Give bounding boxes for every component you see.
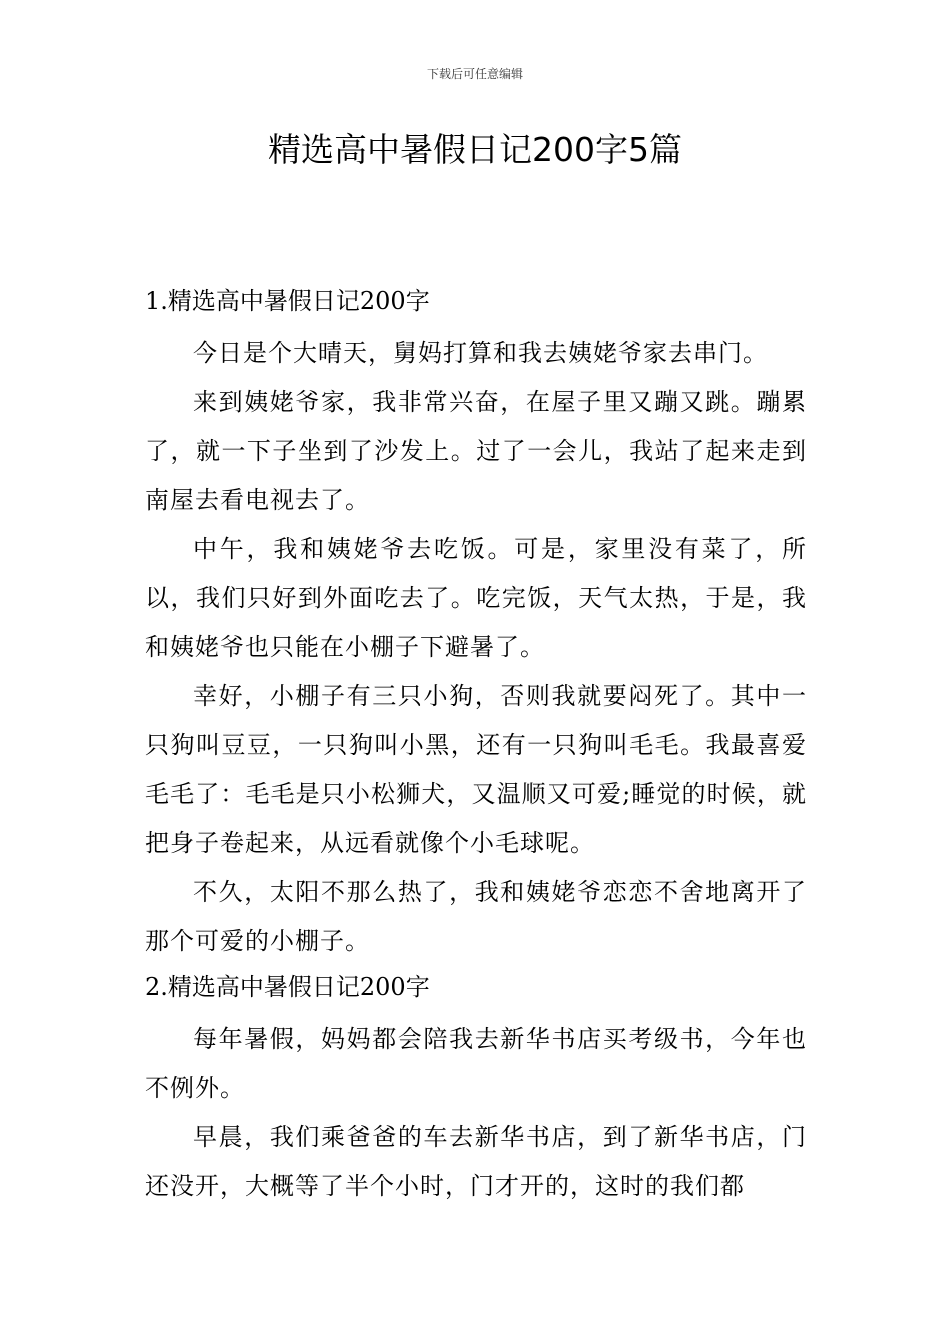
header-note: 下载后可任意编辑 bbox=[426, 67, 523, 81]
paragraph: 今日是个大晴天，舅妈打算和我去姨姥爷家去串门。 bbox=[193, 339, 768, 367]
section-heading: 1.精选高中暑假日记200字 bbox=[145, 287, 430, 315]
document-body bbox=[145, 280, 807, 1211]
document-title: 精选高中暑假日记200字5篇 bbox=[268, 130, 682, 169]
paragraph: 幸好，小棚子有三只小狗，否则我就要闷死了。其中一只狗叫豆豆，一只狗叫小黑，还有一只狗叫毛毛。我最喜爱毛毛了：毛毛是只小松狮犬，又温顺又可爱;睡觉的时候，就把身子卷起来，从远看就像个小毛球呢。 bbox=[145, 682, 807, 857]
section-1 bbox=[145, 280, 807, 966]
paragraph: 不久，太阳不那么热了，我和姨姥爷恋恋不舍地离开了那个可爱的小棚子。 bbox=[145, 878, 807, 955]
section-2 bbox=[145, 966, 807, 1211]
paragraph: 每年暑假，妈妈都会陪我去新华书店买考级书，今年也不例外。 bbox=[145, 1025, 807, 1102]
paragraph: 来到姨姥爷家，我非常兴奋，在屋子里又蹦又跳。蹦累了，就一下子坐到了沙发上。过了一会儿，我站了起来走到南屋去看电视去了。 bbox=[145, 388, 807, 514]
paragraph: 早晨，我们乘爸爸的车去新华书店，到了新华书店，门还没开，大概等了半个小时，门才开的，这时的我们都 bbox=[145, 1123, 807, 1200]
paragraph: 中午，我和姨姥爷去吃饭。可是，家里没有菜了，所以，我们只好到外面吃去了。吃完饭，天气太热，于是，我和姨姥爷也只能在小棚子下避暑了。 bbox=[145, 535, 807, 661]
section-heading: 2.精选高中暑假日记200字 bbox=[145, 973, 430, 1001]
